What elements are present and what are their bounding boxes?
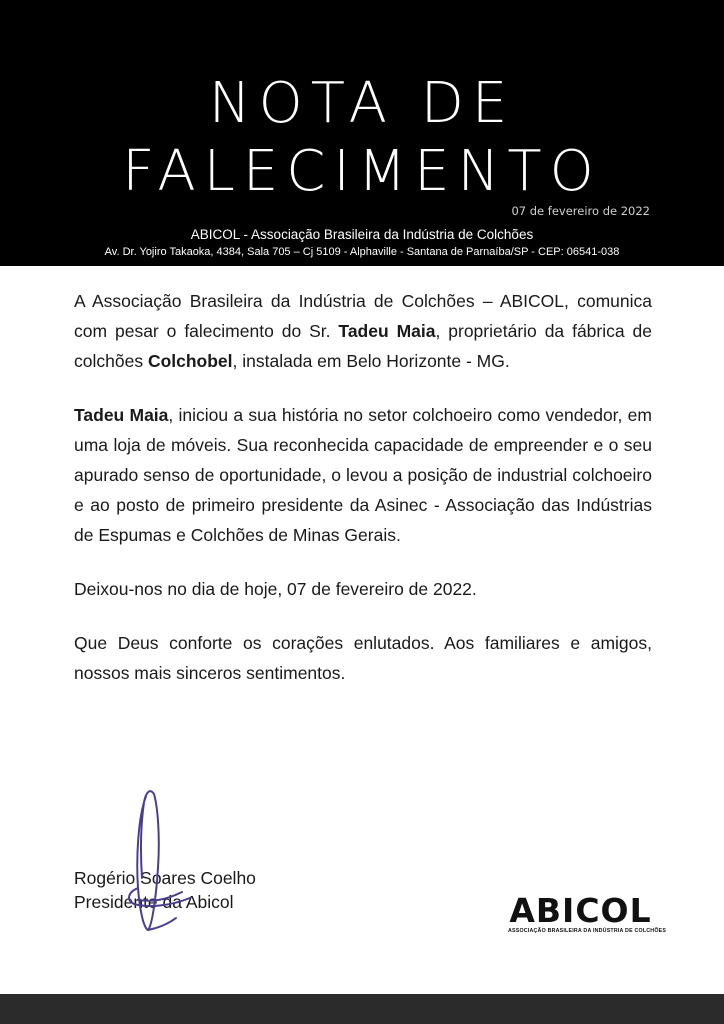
p1-text-b: , proprietário da fábrica de colchões: [74, 321, 652, 371]
organization-name: ABICOL - Associação Brasileira da Indústria de Colchões: [190, 227, 534, 242]
paragraph-1: [74, 286, 652, 376]
handwritten-signature: [108, 788, 218, 938]
logo-wordmark: ABICOL: [509, 891, 652, 930]
paragraph-4: Que Deus conforte os corações enlutados. Aos familiares e amigos, nossos mais sinceros sentimentos.: [74, 633, 652, 683]
deceased-name-2: Tadeu Maia: [74, 405, 169, 425]
logo-tagline: ASSOCIAÇÃO BRASILEIRA DA INDÚSTRIA DE COLCHÕES: [508, 928, 667, 934]
notice-body: [74, 286, 652, 712]
p1-text-a: A Associação Brasileira da Indústria de Colchões – ABICOL, comunica com pesar o falecimento do Sr.: [74, 291, 652, 341]
paragraph-3: Deixou-nos no dia de hoje, 07 de fevereiro de 2022.: [74, 579, 477, 599]
company-name: Colchobel: [147, 351, 233, 371]
abicol-logo: [508, 891, 667, 934]
paragraph-2: [74, 400, 652, 550]
title-line-1: NOTA DE: [208, 71, 516, 136]
organization-address: Av. Dr. Yojiro Takaoka, 4384, Sala 705 – Cj 5109 - Alphaville - Santana de Parnaíba/SP - CEP: 06541-038: [104, 246, 620, 258]
deceased-name: Tadeu Maia: [338, 321, 436, 341]
title-line-2: FALECIMENTO: [122, 139, 602, 204]
header-banner: [0, 0, 724, 266]
footer-bar: [0, 994, 724, 1024]
p2-text: , iniciou a sua história no setor colchoeiro como vendedor, em uma loja de móveis. Sua reconhecida capacidade de empreender e o seu apurado senso de oportunidade, o levou a posição de industrial colchoeiro e ao posto de primeiro presidente da Asinec - Associação das Indústrias de Espumas e Colchões de Minas Gerais.: [74, 405, 652, 545]
notice-date: 07 de fevereiro de 2022: [511, 204, 650, 218]
p1-text-c: , instalada em Belo Horizonte - MG.: [232, 351, 510, 371]
signer-name: Rogério Soares Coelho: [74, 868, 256, 888]
signer-role: Presidente da Abicol: [74, 892, 234, 912]
